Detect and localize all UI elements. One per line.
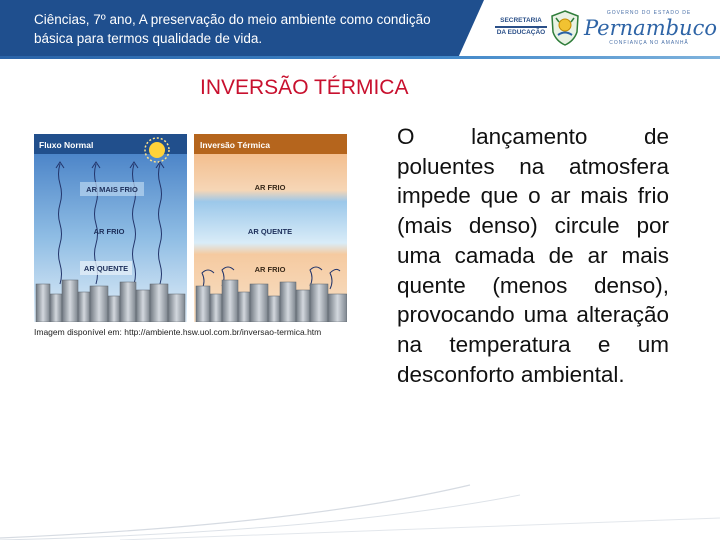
right-panel-title: Inversão Térmica <box>200 140 270 150</box>
normal-flow-panel <box>34 134 187 322</box>
secretaria-line2: DA EDUCAÇÃO <box>496 29 546 36</box>
header-band-tip <box>458 0 484 58</box>
bottom-decoration <box>0 480 720 540</box>
left-label-2: AR FRIO <box>93 227 125 236</box>
secretaria-line1: SECRETARIA <box>500 17 542 24</box>
right-label-1: AR FRIO <box>254 183 286 192</box>
left-panel-title: Fluxo Normal <box>39 140 94 150</box>
right-label-3: AR FRIO <box>254 265 286 274</box>
left-label-1: AR MAIS FRIO <box>86 185 138 194</box>
pernambuco-slogan: CONFIANÇA NO AMANHÃ <box>609 40 689 46</box>
page-title: INVERSÃO TÉRMICA <box>200 76 409 99</box>
governo-small-text: GOVERNO DO ESTADO DE <box>606 10 692 16</box>
thermal-inversion-diagram <box>34 134 347 322</box>
secretaria-bar <box>495 26 547 28</box>
state-seal-icon <box>550 10 580 46</box>
image-credit: Imagem disponível em: http://ambiente.hsw.uol.com.br/inversao-termica.htm <box>34 327 322 337</box>
pernambuco-wordmark: Pernambuco <box>584 16 717 40</box>
thermal-inversion-panel <box>194 134 347 322</box>
body-paragraph: O lançamento de poluentes na atmosfera impede que o ar mais frio (mais denso) circule por uma camada de ar mais quente (menos denso), provocando uma alteração na temperatura e um desconforto ambiental. <box>397 124 669 387</box>
secretaria-logo <box>495 17 547 41</box>
header-title: Ciências, 7º ano, A preservação do meio ambiente como condição básica para termos qualidade de vida. <box>34 12 431 46</box>
header-accent-line <box>0 56 720 59</box>
pernambuco-logo <box>584 10 717 48</box>
header <box>0 0 720 58</box>
left-label-3: AR QUENTE <box>83 264 129 273</box>
right-label-2: AR QUENTE <box>247 227 293 236</box>
